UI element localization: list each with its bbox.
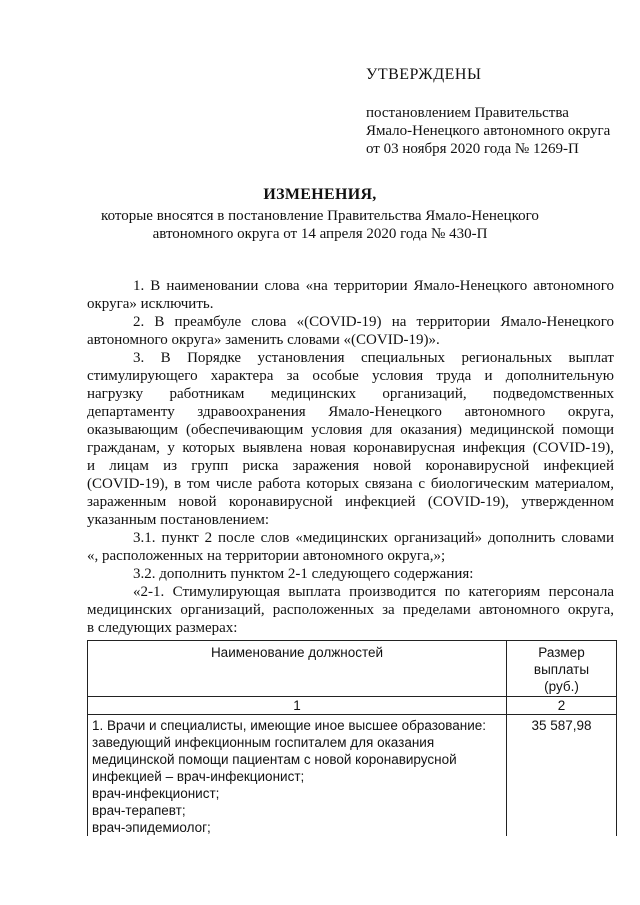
document-title: ИЗМЕНЕНИЯ, (263, 186, 377, 203)
header-position-name: Наименование должностей (88, 641, 507, 697)
position-line: инфекцией – врач-инфекционист; (92, 769, 305, 784)
position-list (88, 715, 507, 837)
body-line: зараженным новой коронавирусной инфекцией (COVID-19), утвержденном (87, 494, 614, 510)
body-line: и лицам из групп риска заражения новой коронавирусной инфекцией (87, 458, 614, 474)
body-line: (COVID-19), в том числе работа которых связана с биологическим материалом, (87, 476, 614, 492)
column-number-1: 1 (88, 697, 507, 715)
body-line: стимулирующего характера за особые условия труда и дополнительную (87, 368, 614, 384)
body-line: 2. В преамбуле слова «(COVID-19) на территории Ямало-Ненецкого (133, 314, 614, 330)
body-line: указанным постановлением: (87, 512, 270, 528)
header-amount-line: выплаты (533, 662, 590, 677)
column-number-2: 2 (507, 697, 617, 715)
position-line: врач-эпидемиолог; (92, 820, 211, 835)
position-line: врач-терапевт; (92, 803, 186, 818)
table-row (88, 715, 617, 837)
approval-line-3: от 03 ноября 2020 года № 1269-П (366, 141, 579, 157)
body-line: «2-1. Стимулирующая выплата производится по категориям персонала (133, 584, 614, 600)
body-line: гражданам, у которых выявлена новая коронавирусная инфекция (COVID-19), (87, 440, 614, 456)
position-line: 1. Врачи и специалисты, имеющие иное высшее образование: (92, 718, 487, 733)
subtitle-line-1: которые вносятся в постановление Правительства Ямало-Ненецкого (101, 208, 539, 224)
body-line: департаменту здравоохранения Ямало-Ненецкого автономного округа, (87, 404, 614, 420)
body-line: медицинских организаций, расположенных за пределами автономного округа, (87, 602, 614, 618)
body-line: в следующих размерах: (87, 620, 238, 636)
table-number-row (88, 697, 617, 715)
header-amount-line: (руб.) (544, 679, 579, 694)
subtitle-line-2: автономного округа от 14 апреля 2020 года № 430-П (152, 226, 488, 242)
payment-amount: 35 587,98 (507, 715, 617, 837)
approval-heading: УТВЕРЖДЕНЫ (366, 66, 482, 83)
body-line: 3.1. пункт 2 после слов «медицинских организаций» дополнить словами (133, 530, 614, 546)
table-header-row (88, 641, 617, 697)
payment-table (87, 640, 617, 836)
body-line: 1. В наименовании слова «на территории Ямало-Ненецкого автономного (133, 278, 614, 294)
body-line: «, расположенных на территории автономного округа,»; (87, 548, 446, 564)
header-amount-line: Размер (538, 645, 585, 660)
body-line: оказывающим (обеспечивающим условия для оказания) медицинской помощи (87, 422, 614, 438)
approval-line-1: постановлением Правительства (366, 105, 569, 121)
position-line: медицинской помощи пациентам с новой коронавирусной (92, 752, 457, 767)
position-line: заведующий инфекционным госпиталем для оказания (92, 735, 435, 750)
header-payment-amount (507, 641, 617, 697)
body-line: нагрузку работникам медицинских организаций, подведомственных (87, 386, 614, 402)
body-line: 3.2. дополнить пунктом 2-1 следующего содержания: (133, 566, 474, 582)
approval-line-2: Ямало-Ненецкого автономного округа (366, 123, 611, 139)
body-line: автономного округа» заменить словами «(COVID-19)». (87, 332, 440, 348)
position-line: врач-инфекционист; (92, 786, 220, 801)
body-line: округа» исключить. (87, 296, 214, 312)
body-line: 3. В Порядке установления специальных региональных выплат (133, 350, 614, 366)
